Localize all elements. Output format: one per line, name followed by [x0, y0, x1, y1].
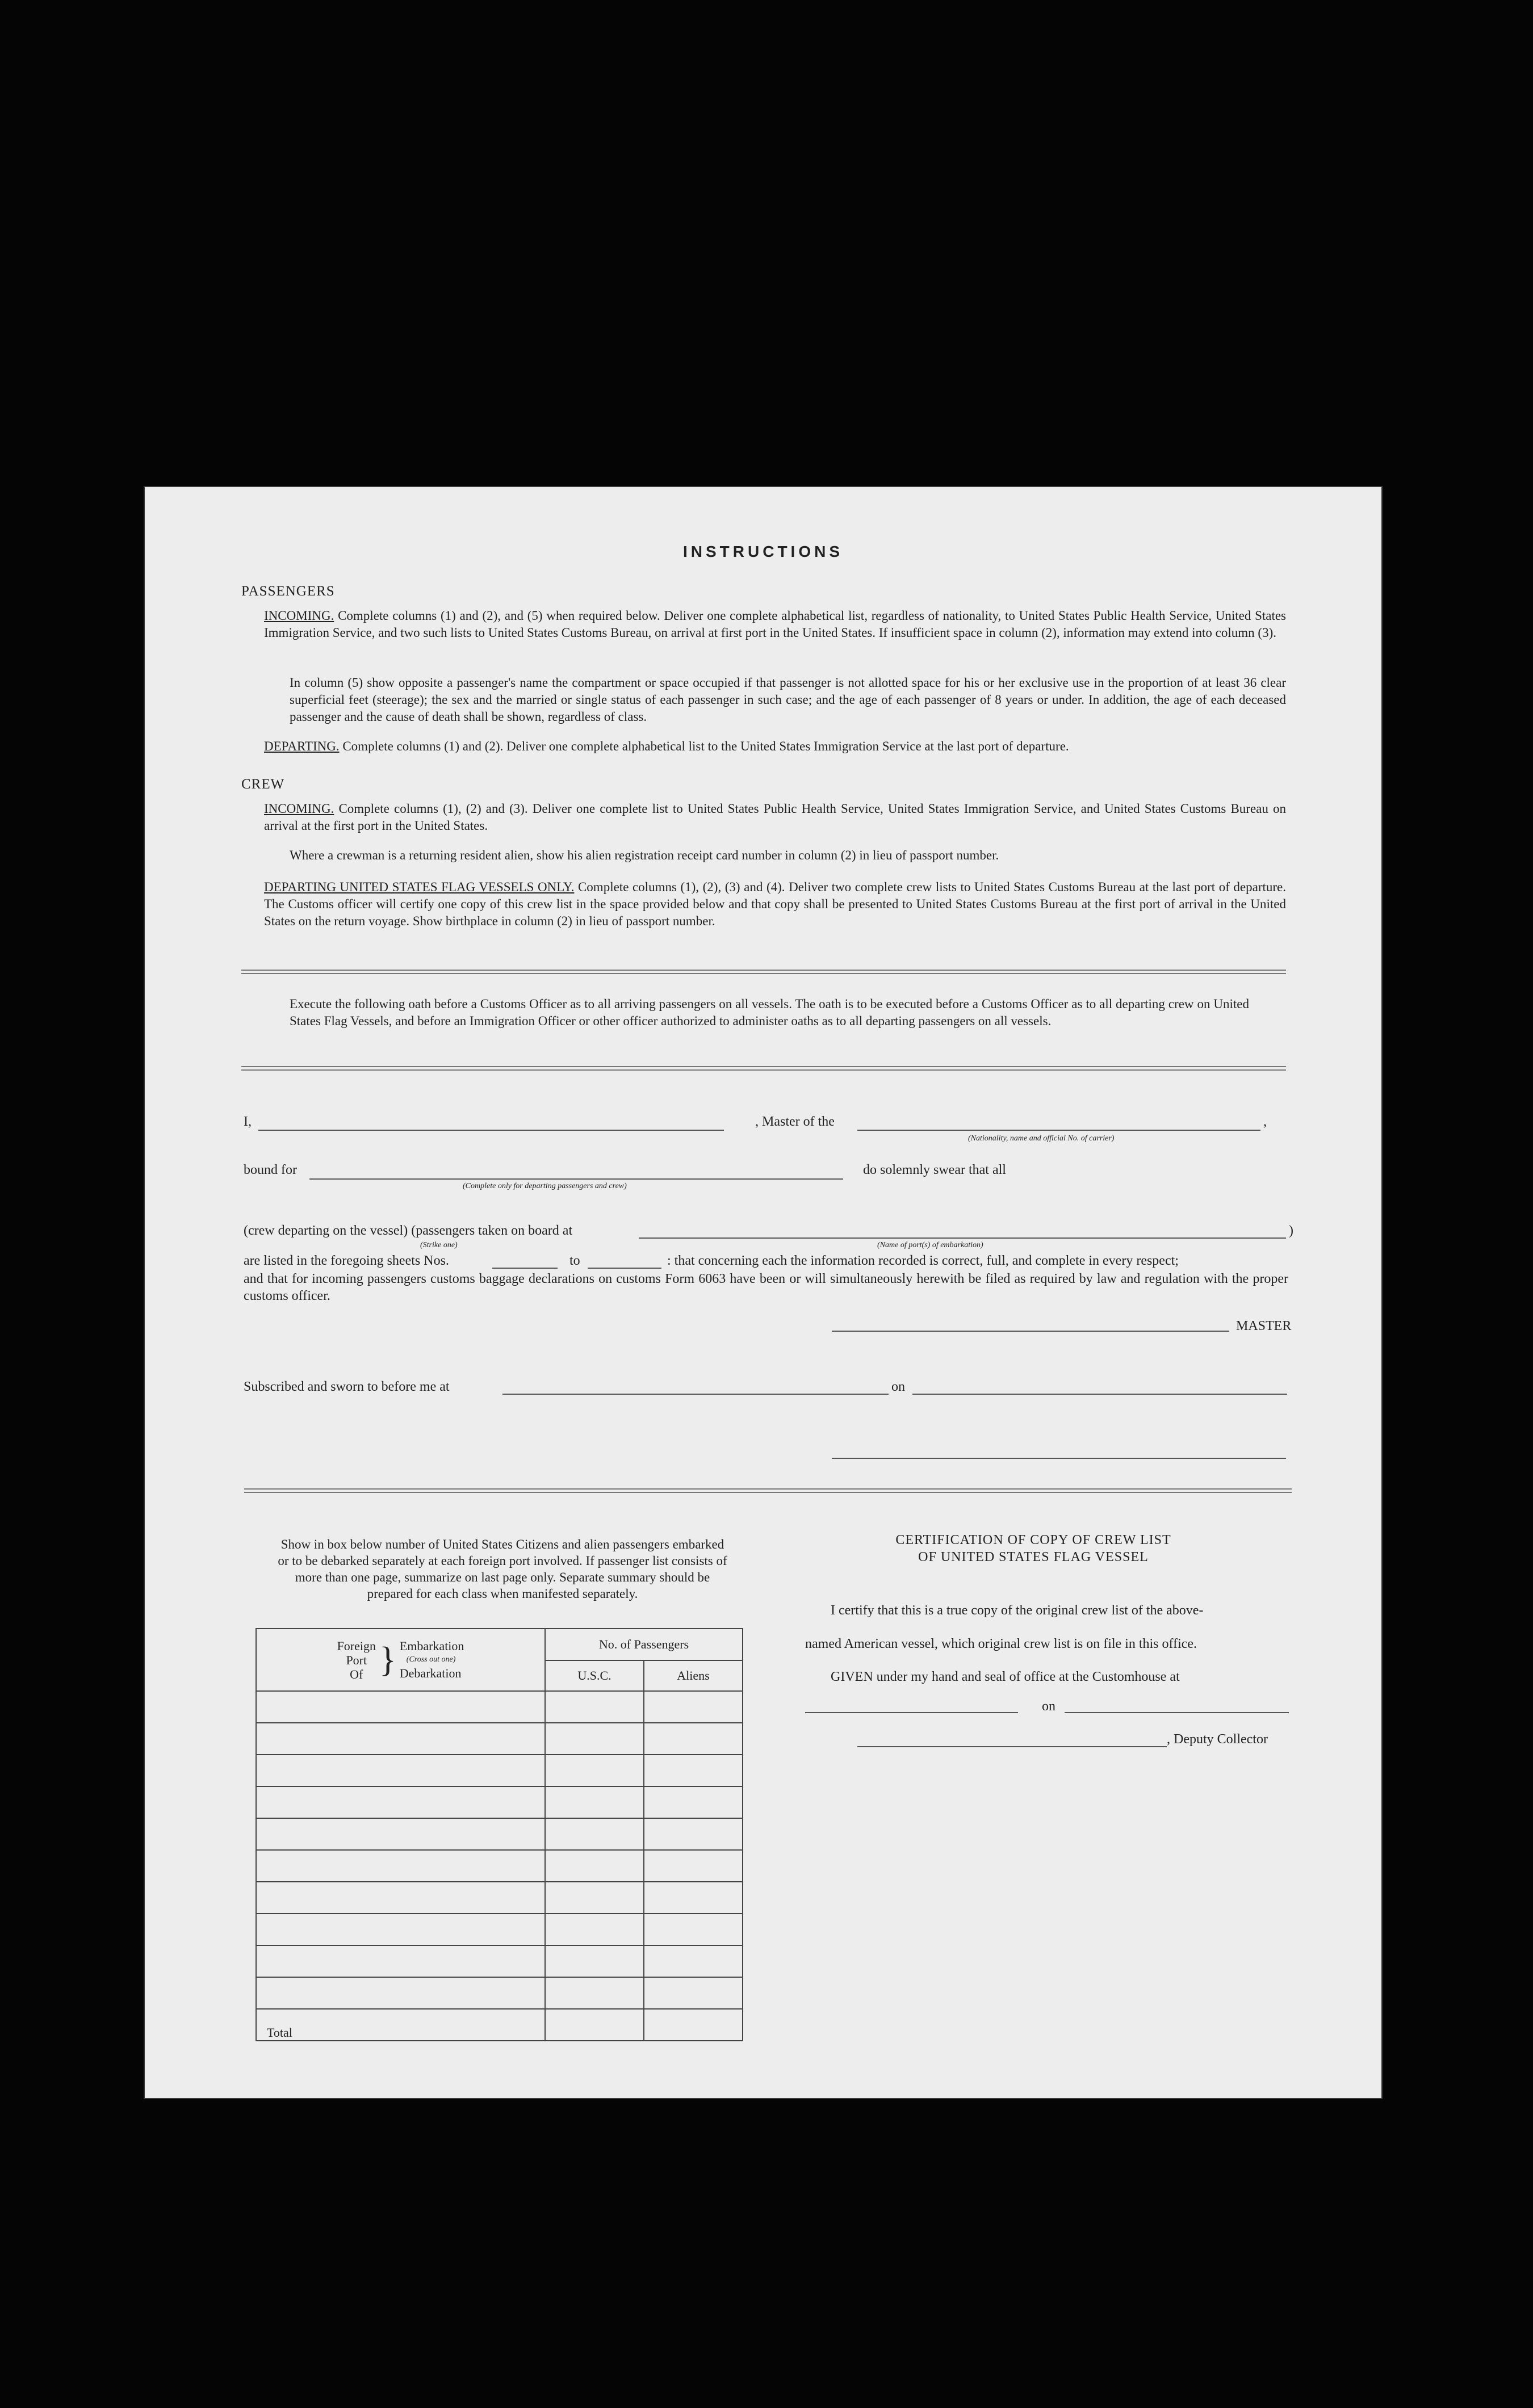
- header-usc: U.S.C.: [545, 1660, 644, 1691]
- port-cell[interactable]: [256, 1691, 545, 1723]
- header-cross-out: (Cross out one): [406, 1655, 456, 1664]
- header-foreign: Foreign: [337, 1638, 376, 1653]
- embarkation-port-field[interactable]: [639, 1237, 1286, 1239]
- port-cell[interactable]: [256, 1786, 545, 1818]
- table-row: [256, 1977, 743, 2009]
- total-label: Total: [256, 2009, 545, 2041]
- aliens-cell[interactable]: [644, 1882, 743, 1914]
- sheets-from-field[interactable]: [492, 1268, 558, 1269]
- crew-incoming: [264, 800, 1286, 834]
- usc-cell[interactable]: [545, 1914, 644, 1945]
- sworn-on-label: on: [891, 1379, 905, 1394]
- sheets-to-field[interactable]: [588, 1268, 661, 1269]
- divider: [241, 970, 1286, 974]
- table-row: [256, 1818, 743, 1850]
- passengers-departing-text: Complete columns (1) and (2). Deliver one complete alphabetical list to the United States Immigration Service at the last port of departure.: [342, 739, 1069, 753]
- carrier-hint: (Nationality, name and official No. of carrier): [968, 1134, 1115, 1143]
- usc-cell[interactable]: [545, 1882, 644, 1914]
- port-cell[interactable]: [256, 1850, 545, 1882]
- usc-cell[interactable]: [545, 1818, 644, 1850]
- port-cell[interactable]: [256, 1914, 545, 1945]
- usc-cell[interactable]: [545, 1755, 644, 1786]
- aliens-total-cell[interactable]: [644, 2009, 743, 2041]
- bound-for-hint: (Complete only for departing passengers and crew): [463, 1182, 627, 1190]
- page-title: INSTRUCTIONS: [683, 543, 843, 560]
- crew-departing-label: DEPARTING UNITED STATES FLAG VESSELS ONLY.: [264, 880, 575, 894]
- oath-instruction: Execute the following oath before a Customs Officer as to all arriving passengers on all vessels. The oath is to be executed before a Customs Officer as to all departing crew on United States Flag Vessels, and before an Immigration Officer or other officer authorized to administer oaths as to all departing passengers on all vessels.: [290, 997, 1249, 1028]
- certification-text-1: I certify that this is a true copy of the original crew list of the above-: [831, 1603, 1204, 1618]
- table-row: [256, 1914, 743, 1945]
- aliens-cell[interactable]: [644, 1691, 743, 1723]
- table-row: [256, 1755, 743, 1786]
- bound-for-label: bound for: [244, 1163, 297, 1177]
- passengers-incoming-label: INCOMING.: [264, 609, 334, 623]
- crew-resident: Where a crewman is a returning resident alien, show his alien registration receipt card number in column (2) in lieu of passport number.: [290, 848, 999, 862]
- crew-heading: CREW: [241, 777, 285, 792]
- oath-comma: ,: [1263, 1114, 1267, 1129]
- table-row: [256, 1723, 743, 1755]
- carrier-field[interactable]: [857, 1130, 1260, 1131]
- sworn-place-field[interactable]: [502, 1394, 889, 1395]
- usc-total-cell[interactable]: [545, 2009, 644, 2041]
- port-hint: (Name of port(s) of embarkation): [877, 1241, 983, 1249]
- aliens-cell[interactable]: [644, 1786, 743, 1818]
- passengers-incoming: [264, 607, 1286, 641]
- strike-one-hint: (Strike one): [420, 1241, 458, 1249]
- header-aliens: Aliens: [644, 1660, 743, 1691]
- aliens-cell[interactable]: [644, 1755, 743, 1786]
- crew-departing: [264, 879, 1286, 930]
- subscribed-label: Subscribed and sworn to before me at: [244, 1379, 450, 1394]
- crew-incoming-label: INCOMING.: [264, 802, 334, 816]
- total-row: [256, 2009, 743, 2041]
- certification-title-line2: OF UNITED STATES FLAG VESSEL: [918, 1550, 1149, 1564]
- customhouse-field[interactable]: [805, 1712, 1018, 1713]
- certification-title: [792, 1532, 1275, 1566]
- certification-text-2: named American vessel, which original crew list is on file in this office.: [805, 1637, 1197, 1651]
- header-of: Of: [350, 1667, 363, 1681]
- aliens-cell[interactable]: [644, 1723, 743, 1755]
- usc-cell[interactable]: [545, 1945, 644, 1977]
- summary-instruction: Show in box below number of United States Citizens and alien passengers embarked or to be debarked separately at each foreign port involved. If passenger list consists of more than one page, summarize on last page only. Separate summary should be prepared for each class when manifested separately.: [278, 1537, 727, 1601]
- usc-cell[interactable]: [545, 1691, 644, 1723]
- passengers-incoming-text: Complete columns (1) and (2), and (5) when required below. Deliver one complete alphabetical list, regardless of nationality, to United States Public Health Service, United States Immigration Service, and two such lists to United States Customs Bureau, on arrival at first port in the United States. If insufficient space in column (2), information may extend into column (3).: [264, 609, 1287, 640]
- table-row: [256, 1691, 743, 1723]
- listed-label: are listed in the foregoing sheets Nos.: [244, 1253, 449, 1268]
- listed-text: : that concerning each the information recorded is correct, full, and complete in every respect;: [667, 1253, 1179, 1268]
- port-cell[interactable]: [256, 1755, 545, 1786]
- header-port: Port: [346, 1652, 367, 1667]
- certification-title-line1: CERTIFICATION OF COPY OF CREW LIST: [895, 1533, 1171, 1547]
- master-signature-field[interactable]: [832, 1331, 1229, 1332]
- port-cell[interactable]: [256, 1818, 545, 1850]
- port-header-cell: [256, 1629, 545, 1691]
- passengers-departing-label: DEPARTING.: [264, 739, 340, 753]
- officer-signature-field[interactable]: [832, 1458, 1286, 1459]
- usc-cell[interactable]: [545, 1977, 644, 2009]
- document-page: [145, 487, 1381, 2098]
- aliens-cell[interactable]: [644, 1850, 743, 1882]
- crew-departing-oath: (crew departing on the vessel) (passengers taken on board at: [244, 1223, 573, 1238]
- master-label: MASTER: [1236, 1319, 1292, 1333]
- brace-icon: }: [379, 1641, 396, 1679]
- do-swear-text: do solemnly swear that all: [863, 1163, 1006, 1177]
- aliens-cell[interactable]: [644, 1914, 743, 1945]
- certification-date-field[interactable]: [1065, 1712, 1289, 1713]
- passengers-column5: In column (5) show opposite a passenger's name the compartment or space occupied if that passenger is not allotted space for his or her exclusive use in the proportion of at least 36 clear superficial feet (steerage); the sex and the married or single status of each passenger in such case; and the age of each passenger of 8 years or under. In addition, the age of each deceased passenger and the cause of death shall be shown, regardless of class.: [290, 676, 1286, 724]
- aliens-cell[interactable]: [644, 1818, 743, 1850]
- listed-to-label: to: [569, 1253, 580, 1268]
- deputy-collector-label: , Deputy Collector: [1167, 1732, 1268, 1747]
- divider: [241, 1066, 1286, 1071]
- passenger-summary-table: [256, 1628, 743, 2041]
- aliens-cell[interactable]: [644, 1945, 743, 1977]
- port-cell[interactable]: [256, 1882, 545, 1914]
- certification-on-label: on: [1042, 1699, 1055, 1714]
- port-cell[interactable]: [256, 1723, 545, 1755]
- bound-for-field[interactable]: [309, 1178, 843, 1180]
- table-row: [256, 1945, 743, 1977]
- crew-incoming-text: Complete columns (1), (2) and (3). Deliver one complete list to United States Public Health Service, United States Immigration Service, and United States Customs Bureau on arrival at the first port in the United States.: [264, 802, 1287, 833]
- passengers-departing: [264, 738, 1286, 755]
- port-cell[interactable]: [256, 1945, 545, 1977]
- header-debarkation: Debarkation: [399, 1666, 462, 1680]
- usc-cell[interactable]: [545, 1786, 644, 1818]
- master-of-the-label: , Master of the: [755, 1114, 835, 1129]
- header-no-passengers: No. of Passengers: [545, 1629, 743, 1660]
- passengers-heading: PASSENGERS: [241, 584, 335, 599]
- crew-departing-text: Complete columns (1), (2), (3) and (4). Deliver two complete crew lists to United States Customs Bureau at the last port of departure. The Customs officer will certify one copy of this crew list in the space provided below and that copy shall be presented to United States Customs Bureau at the first port of arrival in the United States on the return voyage. Show birthplace in column (2) in lieu of passport number.: [264, 880, 1287, 928]
- usc-cell[interactable]: [545, 1850, 644, 1882]
- certification-text-3: GIVEN under my hand and seal of office at the Customhouse at: [831, 1669, 1180, 1684]
- usc-cell[interactable]: [545, 1723, 644, 1755]
- header-embarkation: Embarkation: [399, 1639, 464, 1653]
- table-row: [256, 1882, 743, 1914]
- oath-close-paren: ): [1289, 1223, 1293, 1238]
- listed-continued: and that for incoming passengers customs baggage declarations on customs Form 6063 have been or will simultaneously herewith be filed as required by law and regulation with the proper customs officer.: [244, 1272, 1288, 1303]
- sworn-date-field[interactable]: [912, 1394, 1287, 1395]
- port-cell[interactable]: [256, 1977, 545, 2009]
- divider: [244, 1488, 1292, 1493]
- oath-i: I,: [244, 1114, 252, 1129]
- table-row: [256, 1850, 743, 1882]
- aliens-cell[interactable]: [644, 1977, 743, 2009]
- deputy-signature-field[interactable]: [857, 1746, 1167, 1747]
- master-name-field[interactable]: [258, 1130, 724, 1131]
- table-row: [256, 1786, 743, 1818]
